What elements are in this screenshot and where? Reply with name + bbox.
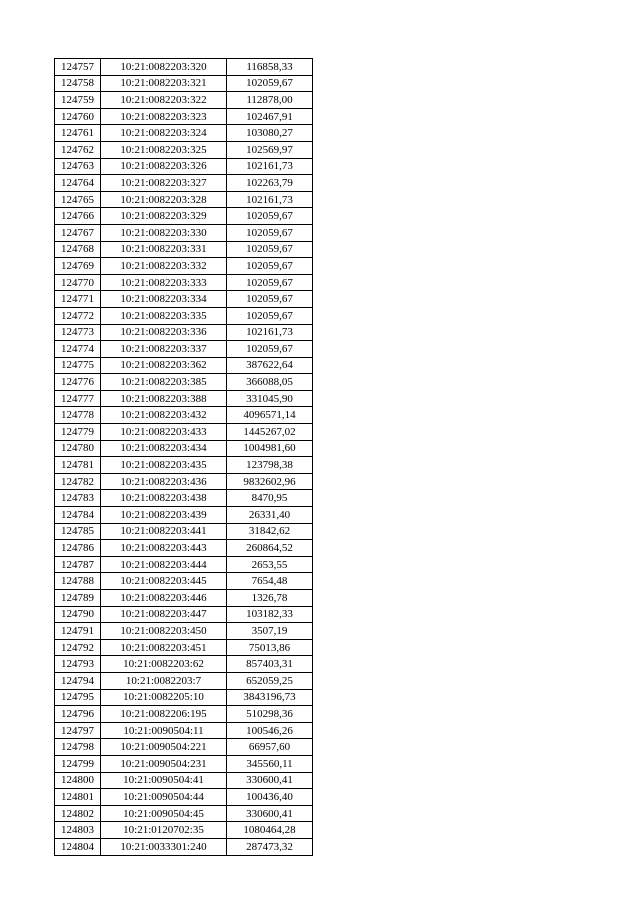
value-cell: 1445267,02 <box>227 424 313 441</box>
table-row <box>55 175 313 192</box>
table-row <box>55 141 313 158</box>
value-cell: 102059,67 <box>227 208 313 225</box>
value-cell: 102059,67 <box>227 75 313 92</box>
row-number-cell: 124776 <box>55 374 101 391</box>
value-cell: 330600,41 <box>227 772 313 789</box>
row-number-cell: 124777 <box>55 390 101 407</box>
cadastral-number-cell: 10:21:0082203:438 <box>101 490 227 507</box>
table-row <box>55 208 313 225</box>
cadastral-number-cell: 10:21:0082203:447 <box>101 606 227 623</box>
row-number-cell: 124785 <box>55 523 101 540</box>
table-row <box>55 706 313 723</box>
table-row <box>55 125 313 142</box>
table-row <box>55 324 313 341</box>
row-number-cell: 124794 <box>55 672 101 689</box>
row-number-cell: 124795 <box>55 689 101 706</box>
value-cell: 75013,86 <box>227 639 313 656</box>
cadastral-number-cell: 10:21:0082203:328 <box>101 191 227 208</box>
cadastral-number-cell: 10:21:0090504:41 <box>101 772 227 789</box>
row-number-cell: 124792 <box>55 639 101 656</box>
cadastral-number-cell: 10:21:0082205:10 <box>101 689 227 706</box>
value-cell: 652059,25 <box>227 672 313 689</box>
value-cell: 510298,36 <box>227 706 313 723</box>
cadastral-number-cell: 10:21:0082203:322 <box>101 92 227 109</box>
row-number-cell: 124767 <box>55 224 101 241</box>
row-number-cell: 124798 <box>55 739 101 756</box>
value-cell: 102059,67 <box>227 258 313 275</box>
row-number-cell: 124780 <box>55 440 101 457</box>
cadastral-number-cell: 10:21:0082203:436 <box>101 473 227 490</box>
row-number-cell: 124781 <box>55 457 101 474</box>
value-cell: 102059,67 <box>227 341 313 358</box>
cadastral-number-cell: 10:21:0082203:434 <box>101 440 227 457</box>
cadastral-number-cell: 10:21:0082203:336 <box>101 324 227 341</box>
row-number-cell: 124766 <box>55 208 101 225</box>
table-row <box>55 490 313 507</box>
table-row <box>55 92 313 109</box>
table-row <box>55 75 313 92</box>
table-row <box>55 805 313 822</box>
cadastral-number-cell: 10:21:0082203:7 <box>101 672 227 689</box>
table-row <box>55 507 313 524</box>
table-row <box>55 772 313 789</box>
row-number-cell: 124759 <box>55 92 101 109</box>
value-cell: 331045,90 <box>227 390 313 407</box>
value-cell: 287473,32 <box>227 838 313 855</box>
table-row <box>55 656 313 673</box>
row-number-cell: 124797 <box>55 722 101 739</box>
value-cell: 9832602,96 <box>227 473 313 490</box>
value-cell: 102059,67 <box>227 274 313 291</box>
row-number-cell: 124803 <box>55 822 101 839</box>
table-row <box>55 158 313 175</box>
table-row <box>55 556 313 573</box>
value-cell: 116858,33 <box>227 59 313 76</box>
cadastral-number-cell: 10:21:0082203:324 <box>101 125 227 142</box>
value-cell: 387622,64 <box>227 357 313 374</box>
cadastral-number-cell: 10:21:0082203:335 <box>101 307 227 324</box>
table-row <box>55 424 313 441</box>
value-cell: 103182,33 <box>227 606 313 623</box>
cadastral-number-cell: 10:21:0082203:451 <box>101 639 227 656</box>
value-cell: 102569,97 <box>227 141 313 158</box>
row-number-cell: 124765 <box>55 191 101 208</box>
cadastral-number-cell: 10:21:0082203:432 <box>101 407 227 424</box>
value-cell: 66957,60 <box>227 739 313 756</box>
table-row <box>55 689 313 706</box>
table-row <box>55 739 313 756</box>
table-row <box>55 473 313 490</box>
table-row <box>55 407 313 424</box>
value-cell: 345560,11 <box>227 755 313 772</box>
table-row <box>55 639 313 656</box>
value-cell: 102161,73 <box>227 158 313 175</box>
table-row <box>55 838 313 855</box>
value-cell: 1326,78 <box>227 590 313 607</box>
table-row <box>55 672 313 689</box>
row-number-cell: 124804 <box>55 838 101 855</box>
cadastral-number-cell: 10:21:0090504:221 <box>101 739 227 756</box>
value-cell: 31842,62 <box>227 523 313 540</box>
row-number-cell: 124800 <box>55 772 101 789</box>
cadastral-number-cell: 10:21:0120702:35 <box>101 822 227 839</box>
cadastral-number-cell: 10:21:0082203:326 <box>101 158 227 175</box>
cadastral-number-cell: 10:21:0082203:321 <box>101 75 227 92</box>
value-cell: 8470,95 <box>227 490 313 507</box>
cadastral-number-cell: 10:21:0090504:231 <box>101 755 227 772</box>
value-cell: 102059,67 <box>227 291 313 308</box>
cadastral-number-cell: 10:21:0090504:44 <box>101 789 227 806</box>
row-number-cell: 124788 <box>55 573 101 590</box>
row-number-cell: 124771 <box>55 291 101 308</box>
table-body <box>55 59 313 856</box>
table-row <box>55 623 313 640</box>
cadastral-number-cell: 10:21:0082203:320 <box>101 59 227 76</box>
cadastral-number-cell: 10:21:0082203:331 <box>101 241 227 258</box>
value-cell: 366088,05 <box>227 374 313 391</box>
table-row <box>55 390 313 407</box>
value-cell: 102059,67 <box>227 241 313 258</box>
cadastral-number-cell: 10:21:0082203:333 <box>101 274 227 291</box>
row-number-cell: 124772 <box>55 307 101 324</box>
table-row <box>55 357 313 374</box>
cadastral-number-cell: 10:21:0082203:332 <box>101 258 227 275</box>
cadastral-number-cell: 10:21:0082203:362 <box>101 357 227 374</box>
value-cell: 100436,40 <box>227 789 313 806</box>
value-cell: 123798,38 <box>227 457 313 474</box>
table-row <box>55 374 313 391</box>
value-cell: 1004981,60 <box>227 440 313 457</box>
row-number-cell: 124760 <box>55 108 101 125</box>
value-cell: 7654,48 <box>227 573 313 590</box>
row-number-cell: 124762 <box>55 141 101 158</box>
value-cell: 330600,41 <box>227 805 313 822</box>
cadastral-number-cell: 10:21:0082203:443 <box>101 540 227 557</box>
table-row <box>55 224 313 241</box>
table-row <box>55 241 313 258</box>
cadastral-number-cell: 10:21:0082203:337 <box>101 341 227 358</box>
value-cell: 100546,26 <box>227 722 313 739</box>
value-cell: 102161,73 <box>227 324 313 341</box>
cadastral-number-cell: 10:21:0082203:450 <box>101 623 227 640</box>
cadastral-number-cell: 10:21:0082203:334 <box>101 291 227 308</box>
cadastral-number-cell: 10:21:0082203:385 <box>101 374 227 391</box>
table-row <box>55 274 313 291</box>
row-number-cell: 124770 <box>55 274 101 291</box>
row-number-cell: 124761 <box>55 125 101 142</box>
row-number-cell: 124801 <box>55 789 101 806</box>
table-row <box>55 606 313 623</box>
row-number-cell: 124774 <box>55 341 101 358</box>
table-row <box>55 457 313 474</box>
row-number-cell: 124764 <box>55 175 101 192</box>
value-cell: 26331,40 <box>227 507 313 524</box>
cadastral-number-cell: 10:21:0082203:327 <box>101 175 227 192</box>
row-number-cell: 124763 <box>55 158 101 175</box>
cadastral-number-cell: 10:21:0082203:325 <box>101 141 227 158</box>
table-row <box>55 191 313 208</box>
row-number-cell: 124789 <box>55 590 101 607</box>
cadastral-number-cell: 10:21:0082203:329 <box>101 208 227 225</box>
table-row <box>55 573 313 590</box>
value-cell: 102263,79 <box>227 175 313 192</box>
table-row <box>55 440 313 457</box>
cadastral-number-cell: 10:21:0082203:441 <box>101 523 227 540</box>
value-cell: 857403,31 <box>227 656 313 673</box>
row-number-cell: 124790 <box>55 606 101 623</box>
value-cell: 260864,52 <box>227 540 313 557</box>
row-number-cell: 124779 <box>55 424 101 441</box>
cadastral-number-cell: 10:21:0082203:446 <box>101 590 227 607</box>
table-row <box>55 722 313 739</box>
table-row <box>55 789 313 806</box>
cadastral-number-cell: 10:21:0082203:323 <box>101 108 227 125</box>
cadastral-number-cell: 10:21:0082203:433 <box>101 424 227 441</box>
table-row <box>55 590 313 607</box>
table-row <box>55 341 313 358</box>
value-cell: 103080,27 <box>227 125 313 142</box>
cadastral-number-cell: 10:21:0082203:445 <box>101 573 227 590</box>
cadastral-number-cell: 10:21:0033301:240 <box>101 838 227 855</box>
row-number-cell: 124757 <box>55 59 101 76</box>
row-number-cell: 124791 <box>55 623 101 640</box>
row-number-cell: 124768 <box>55 241 101 258</box>
row-number-cell: 124802 <box>55 805 101 822</box>
value-cell: 4096571,14 <box>227 407 313 424</box>
row-number-cell: 124786 <box>55 540 101 557</box>
value-cell: 2653,55 <box>227 556 313 573</box>
value-cell: 102059,67 <box>227 224 313 241</box>
table-row <box>55 523 313 540</box>
table-row <box>55 755 313 772</box>
cadastral-number-cell: 10:21:0082203:62 <box>101 656 227 673</box>
cadastral-number-cell: 10:21:0082203:439 <box>101 507 227 524</box>
table-row <box>55 258 313 275</box>
row-number-cell: 124787 <box>55 556 101 573</box>
table-row <box>55 291 313 308</box>
row-number-cell: 124783 <box>55 490 101 507</box>
cadastral-number-cell: 10:21:0090504:11 <box>101 722 227 739</box>
row-number-cell: 124793 <box>55 656 101 673</box>
cadastral-number-cell: 10:21:0082203:388 <box>101 390 227 407</box>
cadastral-value-table <box>54 58 313 856</box>
cadastral-number-cell: 10:21:0082203:444 <box>101 556 227 573</box>
table-row <box>55 108 313 125</box>
table-row <box>55 540 313 557</box>
value-cell: 112878,00 <box>227 92 313 109</box>
value-cell: 3843196,73 <box>227 689 313 706</box>
cadastral-number-cell: 10:21:0090504:45 <box>101 805 227 822</box>
row-number-cell: 124778 <box>55 407 101 424</box>
value-cell: 102467,91 <box>227 108 313 125</box>
value-cell: 102059,67 <box>227 307 313 324</box>
table-row <box>55 307 313 324</box>
row-number-cell: 124758 <box>55 75 101 92</box>
row-number-cell: 124784 <box>55 507 101 524</box>
table-row <box>55 822 313 839</box>
row-number-cell: 124773 <box>55 324 101 341</box>
row-number-cell: 124796 <box>55 706 101 723</box>
row-number-cell: 124782 <box>55 473 101 490</box>
cadastral-number-cell: 10:21:0082203:435 <box>101 457 227 474</box>
value-cell: 3507,19 <box>227 623 313 640</box>
value-cell: 102161,73 <box>227 191 313 208</box>
row-number-cell: 124775 <box>55 357 101 374</box>
row-number-cell: 124769 <box>55 258 101 275</box>
value-cell: 1080464,28 <box>227 822 313 839</box>
table-row <box>55 59 313 76</box>
row-number-cell: 124799 <box>55 755 101 772</box>
cadastral-number-cell: 10:21:0082206:195 <box>101 706 227 723</box>
cadastral-number-cell: 10:21:0082203:330 <box>101 224 227 241</box>
